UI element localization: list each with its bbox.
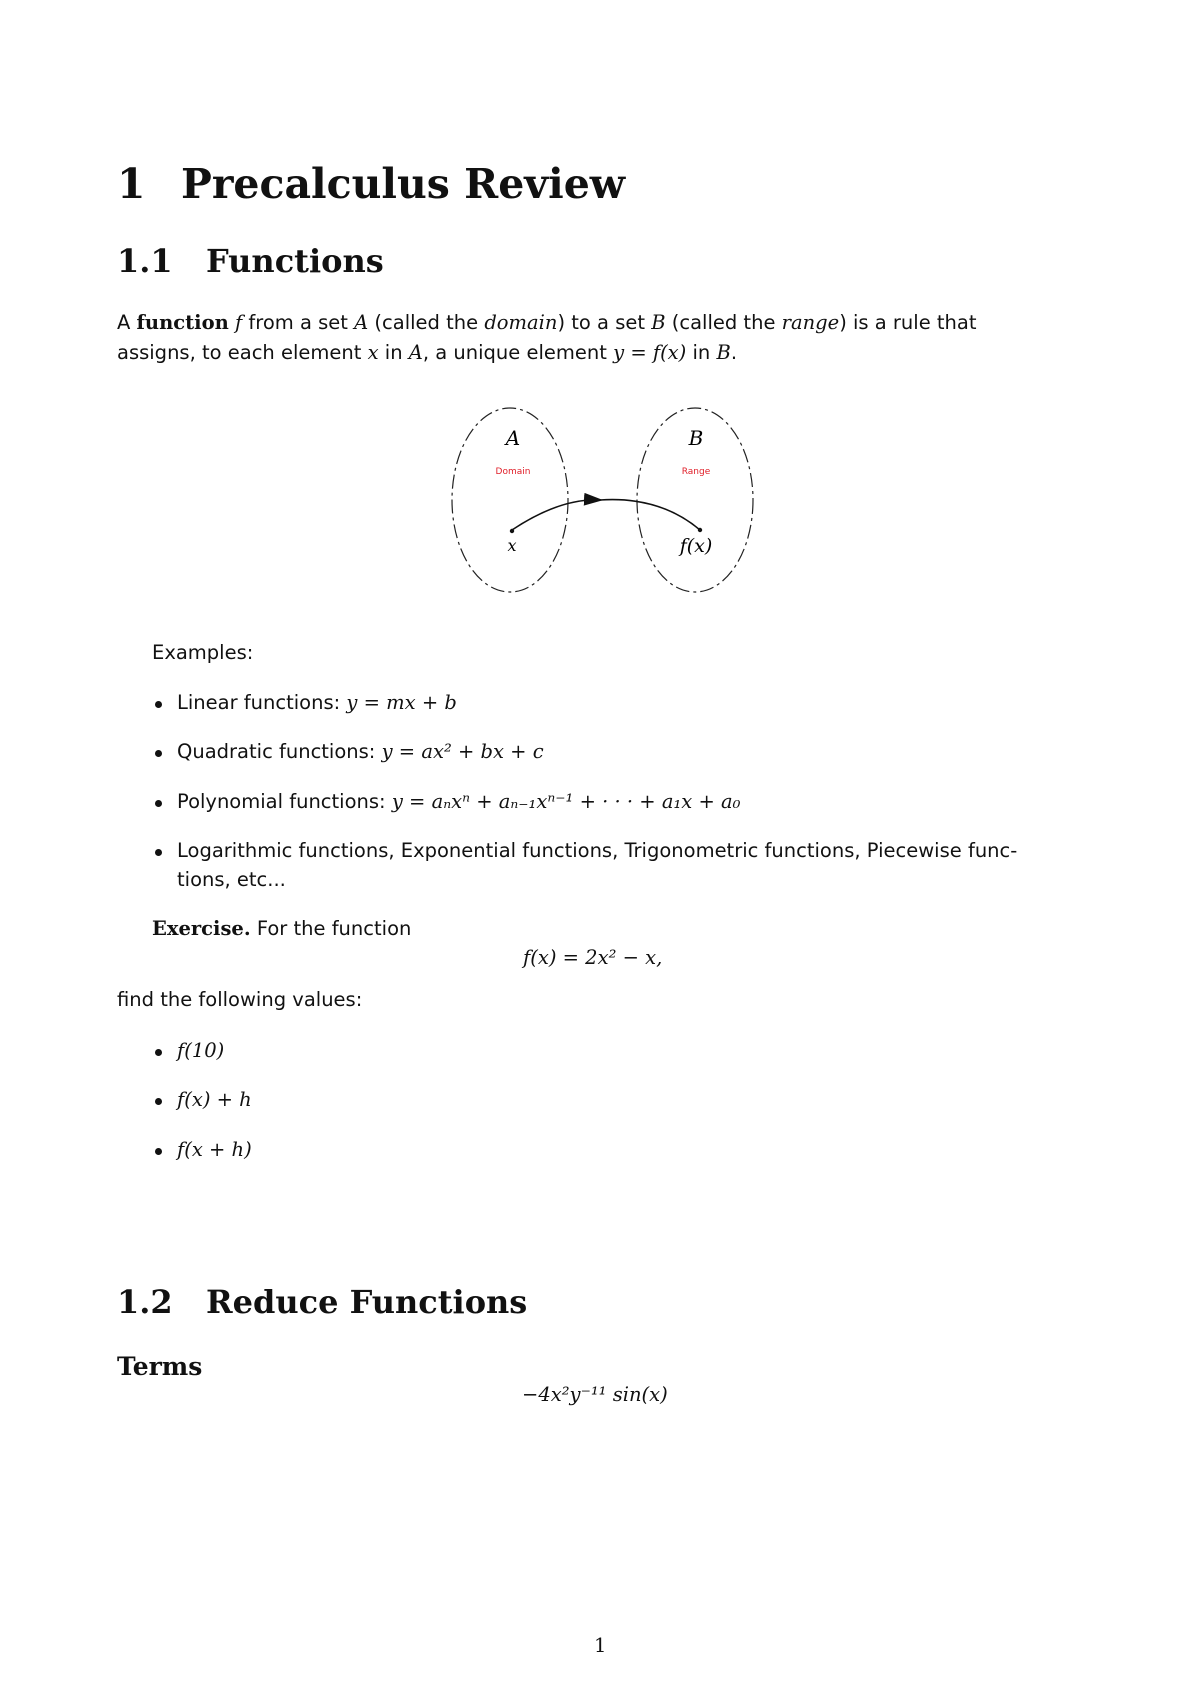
bullet <box>155 701 162 708</box>
chapter-number: 1 <box>117 160 146 208</box>
section-heading <box>117 242 384 280</box>
section-heading <box>117 1283 527 1321</box>
x-point <box>510 529 514 533</box>
y-equals-fx: y = f(x) <box>613 341 687 364</box>
list-item: Logarithmic functions, Exponential functions, Trigonometric functions, Piecewise func- <box>177 839 1018 862</box>
set-b-label: B <box>688 426 704 450</box>
list-item: f(x) + h <box>177 1088 252 1111</box>
examples-heading: Examples: <box>152 641 254 664</box>
list-item: Linear functions: y = mx + b <box>177 691 457 714</box>
bullet <box>155 1098 162 1105</box>
list-item: Quadratic functions: y = ax² + bx + c <box>177 740 544 763</box>
domain-term: domain <box>484 311 558 334</box>
bullet <box>155 1049 162 1056</box>
exercise-label: Exercise. <box>152 917 251 940</box>
bullet <box>155 849 162 856</box>
range-term: range <box>781 311 840 334</box>
bullet <box>155 800 162 807</box>
list-item: Polynomial functions: y = aₙxⁿ + aₙ₋₁xⁿ⁻¹ + · · · + a₁x + a₀ <box>177 790 741 813</box>
mapping-arrow <box>512 500 600 530</box>
section-number: 1.2 <box>117 1283 173 1321</box>
domain-caption: Domain <box>495 467 531 477</box>
list-item: f(10) <box>177 1039 225 1062</box>
definition-line-2: assigns, to each element x in A, a unique element y = f(x) in B. <box>117 341 738 364</box>
fx-label: f(x) <box>679 535 713 557</box>
section-title: Functions <box>206 242 384 280</box>
function-mapping-diagram <box>440 400 770 600</box>
terms-heading: Terms <box>117 1352 203 1381</box>
mapping-arrow-tail <box>600 500 700 530</box>
fx-point <box>698 528 702 532</box>
list-item-continuation: tions, etc... <box>177 868 286 891</box>
section-number: 1.1 <box>117 242 173 280</box>
set-a-label: A <box>505 426 521 450</box>
range-caption: Range <box>681 467 711 477</box>
definition-line-1: A function f from a set A (called the domain) to a set B (called the range) is a rule that <box>117 311 977 334</box>
chapter-title: Precalculus Review <box>181 160 626 208</box>
chapter-heading <box>117 160 625 208</box>
function-term: function <box>136 311 229 334</box>
section-title: Reduce Functions <box>206 1283 528 1321</box>
terms-formula: −4x²y⁻¹¹ sin(x) <box>522 1383 668 1406</box>
exercise-intro: Exercise. For the function <box>152 917 412 940</box>
exercise-follow-text: find the following values: <box>117 988 363 1011</box>
list-item: f(x + h) <box>177 1138 252 1161</box>
bullet <box>155 1148 162 1155</box>
x-label: x <box>507 536 517 555</box>
bullet <box>155 750 162 757</box>
page-number: 1 <box>594 1634 607 1657</box>
exercise-formula: f(x) = 2x² − x, <box>523 946 663 969</box>
